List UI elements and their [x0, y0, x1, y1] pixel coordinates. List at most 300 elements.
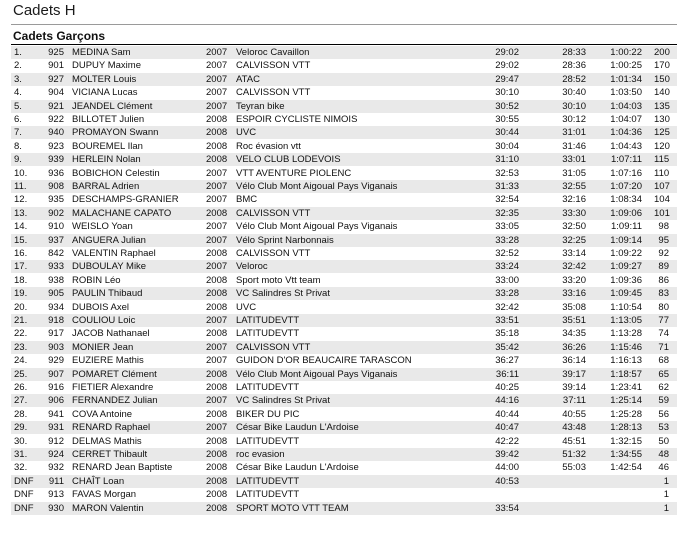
year-cell: 2008	[206, 248, 228, 259]
club-cell: VC Salindres St Privat	[236, 288, 330, 300]
table-row	[11, 327, 677, 340]
year-cell: 2008	[206, 114, 228, 125]
points-cell: 86	[658, 274, 669, 286]
table-row	[11, 153, 677, 166]
lap1-time-cell: 39:42	[495, 449, 519, 460]
name-cell: HERLEIN Nolan	[72, 154, 141, 166]
lap2-time-cell: 31:01	[562, 127, 586, 139]
rank-cell: 2.	[14, 60, 22, 72]
bib-cell: 906	[48, 395, 64, 407]
name-cell: PROMAYON Swann	[72, 127, 159, 139]
bib-cell: 911	[48, 475, 64, 487]
bib-cell: 917	[48, 328, 64, 340]
lap1-time-cell: 35:42	[495, 341, 519, 353]
name-cell: CHAÎT Loan	[72, 475, 125, 487]
total-time-cell: 1:09:22	[610, 248, 642, 259]
name-cell: BARRAL Adrien	[72, 181, 140, 192]
lap1-time-cell: 32:52	[495, 248, 519, 259]
name-cell: VICIANA Lucas	[72, 87, 138, 99]
table-row	[11, 421, 677, 434]
rank-cell: 22.	[14, 328, 28, 340]
table-row	[11, 100, 677, 113]
name-cell: POMARET Clément	[72, 368, 157, 380]
total-time-cell: 1:09:45	[610, 288, 642, 300]
club-cell: LATITUDEVTT	[236, 315, 300, 326]
club-cell: CALVISSON VTT	[236, 248, 311, 259]
total-time-cell: 1:04:07	[610, 114, 642, 125]
lap1-time-cell: 35:18	[495, 328, 519, 340]
total-time-cell: 1:07:20	[610, 181, 642, 192]
club-cell: Teyran bike	[236, 100, 285, 112]
rank-cell: 31.	[14, 449, 28, 460]
bib-cell: 916	[48, 382, 64, 393]
total-time-cell: 1:07:16	[610, 167, 642, 179]
points-cell: 74	[658, 328, 669, 340]
lap2-time-cell: 28:33	[562, 47, 586, 58]
bib-cell: 910	[48, 221, 64, 233]
total-time-cell: 1:09:11	[611, 221, 642, 233]
points-cell: 65	[658, 368, 669, 380]
year-cell: 2007	[206, 422, 228, 434]
total-time-cell: 1:00:22	[610, 47, 642, 58]
lap1-time-cell: 44:00	[495, 462, 519, 474]
name-cell: ANGUERA Julian	[72, 234, 146, 246]
table-row	[11, 73, 677, 86]
total-time-cell: 1:04:43	[610, 140, 642, 152]
name-cell: FERNANDEZ Julian	[72, 395, 158, 407]
table-row	[11, 301, 677, 314]
club-cell: César Bike Laudun L'Ardoise	[236, 422, 359, 434]
year-cell: 2007	[206, 395, 228, 407]
lap2-time-cell: 34:35	[562, 328, 586, 340]
lap2-time-cell: 32:50	[562, 221, 586, 233]
club-cell: LATITUDEVTT	[236, 489, 300, 501]
lap1-time-cell: 32:35	[495, 207, 519, 219]
name-cell: BILLOTET Julien	[72, 114, 145, 125]
club-cell: LATITUDEVTT	[236, 382, 300, 393]
lap2-time-cell: 33:30	[562, 207, 586, 219]
total-time-cell: 1:18:57	[610, 368, 642, 380]
bib-cell: 924	[48, 449, 64, 460]
lap2-time-cell: 32:55	[562, 181, 586, 192]
year-cell: 2007	[206, 73, 228, 85]
name-cell: COVA Antoine	[72, 408, 133, 420]
rank-cell: 10.	[14, 167, 28, 179]
bib-cell: 932	[48, 462, 64, 474]
year-cell: 2008	[206, 502, 228, 514]
year-cell: 2008	[206, 435, 228, 447]
points-cell: 200	[654, 47, 670, 58]
points-cell: 89	[658, 261, 669, 273]
lap2-time-cell: 31:05	[562, 167, 586, 179]
points-cell: 107	[654, 181, 670, 192]
lap2-time-cell: 33:20	[562, 274, 586, 286]
lap1-time-cell: 40:53	[495, 475, 519, 487]
table-row	[11, 475, 677, 488]
total-time-cell: 1:01:34	[610, 73, 642, 85]
lap2-time-cell: 30:40	[562, 87, 586, 99]
points-cell: 1	[663, 475, 669, 487]
bib-cell: 936	[48, 167, 64, 179]
club-cell: Roc évasion vtt	[236, 140, 301, 152]
points-cell: 62	[658, 382, 669, 393]
table-row	[11, 448, 677, 461]
lap1-time-cell: 30:04	[495, 140, 519, 152]
year-cell: 2008	[206, 449, 228, 460]
name-cell: RENARD Raphael	[72, 422, 151, 434]
lap1-time-cell: 32:54	[495, 194, 519, 206]
points-cell: 46	[658, 462, 669, 474]
rank-cell: 17.	[14, 261, 28, 273]
lap1-time-cell: 33:05	[495, 221, 519, 233]
rank-cell: DNF	[14, 475, 34, 487]
rank-cell: 18.	[14, 274, 28, 286]
year-cell: 2008	[206, 140, 228, 152]
table-row	[11, 408, 677, 421]
bib-cell: 842	[48, 248, 64, 259]
year-cell: 2007	[206, 100, 228, 112]
lap2-time-cell: 33:16	[562, 288, 586, 300]
club-cell: Veloroc	[236, 261, 268, 273]
year-cell: 2008	[206, 368, 228, 380]
year-cell: 2008	[206, 274, 228, 286]
lap2-time-cell: 36:26	[562, 341, 586, 353]
bib-cell: 934	[48, 301, 64, 313]
table-row	[11, 86, 677, 99]
bib-cell: 927	[48, 73, 64, 85]
lap2-time-cell: 30:12	[562, 114, 586, 125]
table-row	[11, 368, 677, 381]
lap1-time-cell: 29:02	[495, 47, 519, 58]
rank-cell: 4.	[14, 87, 22, 99]
table-row	[11, 247, 677, 260]
name-cell: DESCHAMPS-GRANIER	[72, 194, 179, 206]
points-cell: 80	[658, 301, 669, 313]
club-cell: ATAC	[236, 73, 260, 85]
page-title: Cadets H	[13, 2, 76, 19]
points-cell: 120	[654, 140, 670, 152]
points-cell: 48	[658, 449, 669, 460]
table-row	[11, 140, 677, 153]
table-row	[11, 502, 677, 515]
club-cell: Vélo Club Mont Aigoual Pays Viganais	[236, 221, 398, 233]
table-row	[11, 488, 677, 501]
points-cell: 101	[654, 207, 670, 219]
lap2-time-cell: 39:14	[562, 382, 586, 393]
table-row	[11, 435, 677, 448]
rank-cell: 13.	[14, 207, 28, 219]
year-cell: 2007	[206, 47, 228, 58]
year-cell: 2007	[206, 355, 228, 367]
points-cell: 110	[654, 167, 670, 179]
club-cell: UVC	[236, 127, 257, 139]
year-cell: 2008	[206, 127, 228, 139]
table-row	[11, 314, 677, 327]
lap2-time-cell: 30:10	[562, 100, 586, 112]
bib-cell: 908	[48, 181, 64, 192]
table-row	[11, 46, 677, 59]
lap2-time-cell: 51:32	[562, 449, 586, 460]
club-cell: ESPOIR CYCLISTE NIMOIS	[236, 114, 358, 125]
name-cell: ROBIN Léo	[72, 274, 121, 286]
points-cell: 135	[654, 100, 670, 112]
lap2-time-cell: 43:48	[562, 422, 586, 434]
lap1-time-cell: 40:47	[495, 422, 519, 434]
bib-cell: 930	[48, 502, 64, 514]
lap1-time-cell: 36:27	[495, 355, 519, 367]
table-row	[11, 59, 677, 72]
rank-cell: 23.	[14, 341, 28, 353]
name-cell: DUBOULAY Mike	[72, 261, 147, 273]
total-time-cell: 1:28:13	[610, 422, 642, 434]
lap2-time-cell: 33:01	[562, 154, 586, 166]
total-time-cell: 1:09:27	[610, 261, 642, 273]
total-time-cell: 1:07:11	[611, 154, 642, 166]
points-cell: 50	[658, 435, 669, 447]
year-cell: 2007	[206, 221, 228, 233]
lap2-time-cell: 32:25	[562, 234, 586, 246]
points-cell: 68	[658, 355, 669, 367]
rank-cell: 24.	[14, 355, 28, 367]
year-cell: 2007	[206, 315, 228, 326]
total-time-cell: 1:08:34	[610, 194, 642, 206]
rank-cell: 20.	[14, 301, 28, 313]
year-cell: 2008	[206, 154, 228, 166]
title-divider	[11, 24, 677, 25]
lap1-time-cell: 33:00	[495, 274, 519, 286]
lap1-time-cell: 33:24	[495, 261, 519, 273]
points-cell: 1	[663, 489, 669, 501]
total-time-cell: 1:10:54	[610, 301, 642, 313]
points-cell: 92	[658, 248, 669, 259]
total-time-cell: 1:34:55	[610, 449, 642, 460]
year-cell: 2008	[206, 207, 228, 219]
table-row	[11, 167, 677, 180]
lap1-time-cell: 33:28	[495, 288, 519, 300]
lap1-time-cell: 36:11	[495, 368, 519, 380]
total-time-cell: 1:03:50	[610, 87, 642, 99]
bib-cell: 903	[48, 341, 64, 353]
year-cell: 2007	[206, 261, 228, 273]
lap2-time-cell: 37:11	[562, 395, 586, 407]
bib-cell: 923	[48, 140, 64, 152]
lap1-time-cell: 29:02	[495, 60, 519, 72]
rank-cell: 28.	[14, 408, 28, 420]
table-row	[11, 113, 677, 126]
rank-cell: 32.	[14, 462, 28, 474]
rank-cell: 9.	[14, 154, 22, 166]
year-cell: 2007	[206, 60, 228, 72]
total-time-cell: 1:16:13	[610, 355, 642, 367]
lap1-time-cell: 30:44	[495, 127, 519, 139]
rank-cell: 19.	[14, 288, 28, 300]
points-cell: 59	[658, 395, 669, 407]
lap1-time-cell: 40:25	[495, 382, 519, 393]
year-cell: 2008	[206, 408, 228, 420]
lap2-time-cell: 33:14	[562, 248, 586, 259]
lap1-time-cell: 33:54	[495, 502, 519, 514]
club-cell: LATITUDEVTT	[236, 435, 300, 447]
table-row	[11, 341, 677, 354]
table-row	[11, 381, 677, 394]
rank-cell: 15.	[14, 234, 28, 246]
bib-cell: 912	[48, 435, 64, 447]
name-cell: DUPUY Maxime	[72, 60, 141, 72]
rank-cell: 21.	[14, 315, 28, 326]
year-cell: 2007	[206, 234, 228, 246]
bib-cell: 922	[48, 114, 64, 125]
rank-cell: DNF	[14, 489, 34, 501]
total-time-cell: 1:15:46	[610, 341, 642, 353]
rank-cell: 26.	[14, 382, 28, 393]
name-cell: BOBICHON Celestin	[72, 167, 160, 179]
lap2-time-cell: 40:55	[562, 408, 586, 420]
lap2-time-cell: 28:52	[562, 73, 586, 85]
club-cell: LATITUDEVTT	[236, 328, 300, 340]
total-time-cell: 1:25:14	[610, 395, 642, 407]
name-cell: JACOB Nathanael	[72, 328, 150, 340]
club-cell: SPORT MOTO VTT TEAM	[236, 502, 349, 514]
rank-cell: 27.	[14, 395, 28, 407]
rank-cell: 30.	[14, 435, 28, 447]
club-cell: UVC	[236, 301, 257, 313]
name-cell: EUZIERE Mathis	[72, 355, 144, 367]
club-cell: BIKER DU PIC	[236, 408, 300, 420]
year-cell: 2008	[206, 301, 228, 313]
bib-cell: 941	[48, 408, 64, 420]
lap2-time-cell: 55:03	[562, 462, 586, 474]
club-cell: Vélo Club Mont Aigoual Pays Viganais	[236, 181, 398, 192]
rank-cell: 3.	[14, 73, 22, 85]
points-cell: 104	[654, 194, 670, 206]
rank-cell: 12.	[14, 194, 28, 206]
bib-cell: 938	[48, 274, 64, 286]
lap2-time-cell: 31:46	[562, 140, 586, 152]
name-cell: FIETIER Alexandre	[72, 382, 154, 393]
name-cell: MEDINA Sam	[72, 47, 131, 58]
total-time-cell: 1:32:15	[610, 435, 642, 447]
club-cell: CALVISSON VTT	[236, 87, 311, 99]
total-time-cell: 1:25:28	[610, 408, 642, 420]
total-time-cell: 1:04:36	[610, 127, 642, 139]
table-row	[11, 126, 677, 139]
lap2-time-cell: 32:16	[562, 194, 586, 206]
lap2-time-cell: 32:42	[562, 261, 586, 273]
points-cell: 95	[658, 234, 669, 246]
bib-cell: 921	[48, 100, 64, 112]
lap1-time-cell: 40:44	[495, 408, 519, 420]
year-cell: 2008	[206, 475, 228, 487]
bib-cell: 901	[48, 60, 64, 72]
name-cell: MALACHANE CAPATO	[72, 207, 172, 219]
club-cell: VTT AVENTURE PIOLENC	[236, 167, 352, 179]
table-row	[11, 207, 677, 220]
points-cell: 150	[654, 73, 670, 85]
lap1-time-cell: 42:22	[495, 435, 519, 447]
bib-cell: 929	[48, 355, 64, 367]
table-row	[11, 287, 677, 300]
total-time-cell: 1:09:06	[610, 207, 642, 219]
lap1-time-cell: 29:47	[495, 73, 519, 85]
points-cell: 71	[658, 341, 669, 353]
club-cell: Vélo Club Mont Aigoual Pays Viganais	[236, 368, 398, 380]
lap1-time-cell: 30:10	[495, 87, 519, 99]
table-row	[11, 180, 677, 193]
year-cell: 2008	[206, 328, 228, 340]
table-row	[11, 234, 677, 247]
name-cell: WEISLO Yoan	[72, 221, 133, 233]
bib-cell: 925	[48, 47, 64, 58]
bib-cell: 907	[48, 368, 64, 380]
points-cell: 98	[658, 221, 669, 233]
table-row	[11, 461, 677, 474]
points-cell: 140	[654, 87, 670, 99]
bib-cell: 939	[48, 154, 64, 166]
year-cell: 2007	[206, 341, 228, 353]
rank-cell: 11.	[14, 181, 27, 192]
points-cell: 1	[663, 502, 669, 514]
lap2-time-cell: 28:36	[562, 60, 586, 72]
total-time-cell: 1:00:25	[610, 60, 642, 72]
club-cell: LATITUDEVTT	[236, 475, 300, 487]
club-cell: roc evasion	[236, 449, 285, 460]
total-time-cell: 1:13:28	[610, 328, 642, 340]
name-cell: MONIER Jean	[72, 341, 134, 353]
points-cell: 115	[654, 154, 670, 166]
name-cell: VALENTIN Raphael	[72, 248, 156, 259]
year-cell: 2008	[206, 462, 228, 474]
bib-cell: 931	[48, 422, 64, 434]
bib-cell: 940	[48, 127, 64, 139]
rank-cell: 14.	[14, 221, 28, 233]
lap2-time-cell: 35:51	[562, 315, 586, 326]
rank-cell: 25.	[14, 368, 28, 380]
lap1-time-cell: 32:42	[495, 301, 519, 313]
name-cell: FAVAS Morgan	[72, 489, 137, 501]
table-row	[11, 260, 677, 273]
lap2-time-cell: 36:14	[562, 355, 586, 367]
total-time-cell: 1:09:36	[610, 274, 642, 286]
rank-cell: 5.	[14, 100, 22, 112]
name-cell: JEANDEL Clément	[72, 100, 153, 112]
year-cell: 2008	[206, 489, 228, 501]
section-divider	[11, 44, 677, 45]
points-cell: 83	[658, 288, 669, 300]
name-cell: CERRET Thibault	[72, 449, 148, 460]
club-cell: BMC	[236, 194, 258, 206]
rank-cell: 1.	[14, 47, 22, 58]
lap1-time-cell: 31:33	[495, 181, 519, 192]
bib-cell: 913	[48, 489, 64, 501]
name-cell: COULIOU Loic	[72, 315, 136, 326]
table-row	[11, 394, 677, 407]
lap2-time-cell: 45:51	[562, 435, 586, 447]
club-cell: Vélo Sprint Narbonnais	[236, 234, 334, 246]
total-time-cell: 1:04:03	[610, 100, 642, 112]
name-cell: MARON Valentin	[72, 502, 144, 514]
name-cell: DUBOIS Axel	[72, 301, 130, 313]
rank-cell: 29.	[14, 422, 28, 434]
rank-cell: 8.	[14, 140, 22, 152]
bib-cell: 902	[48, 207, 64, 219]
points-cell: 56	[658, 408, 669, 420]
name-cell: DELMAS Mathis	[72, 435, 142, 447]
name-cell: MOLTER Louis	[72, 73, 137, 85]
bib-cell: 904	[48, 87, 64, 99]
year-cell: 2007	[206, 194, 228, 206]
name-cell: RENARD Jean Baptiste	[72, 462, 173, 474]
lap1-time-cell: 31:10	[495, 154, 519, 166]
